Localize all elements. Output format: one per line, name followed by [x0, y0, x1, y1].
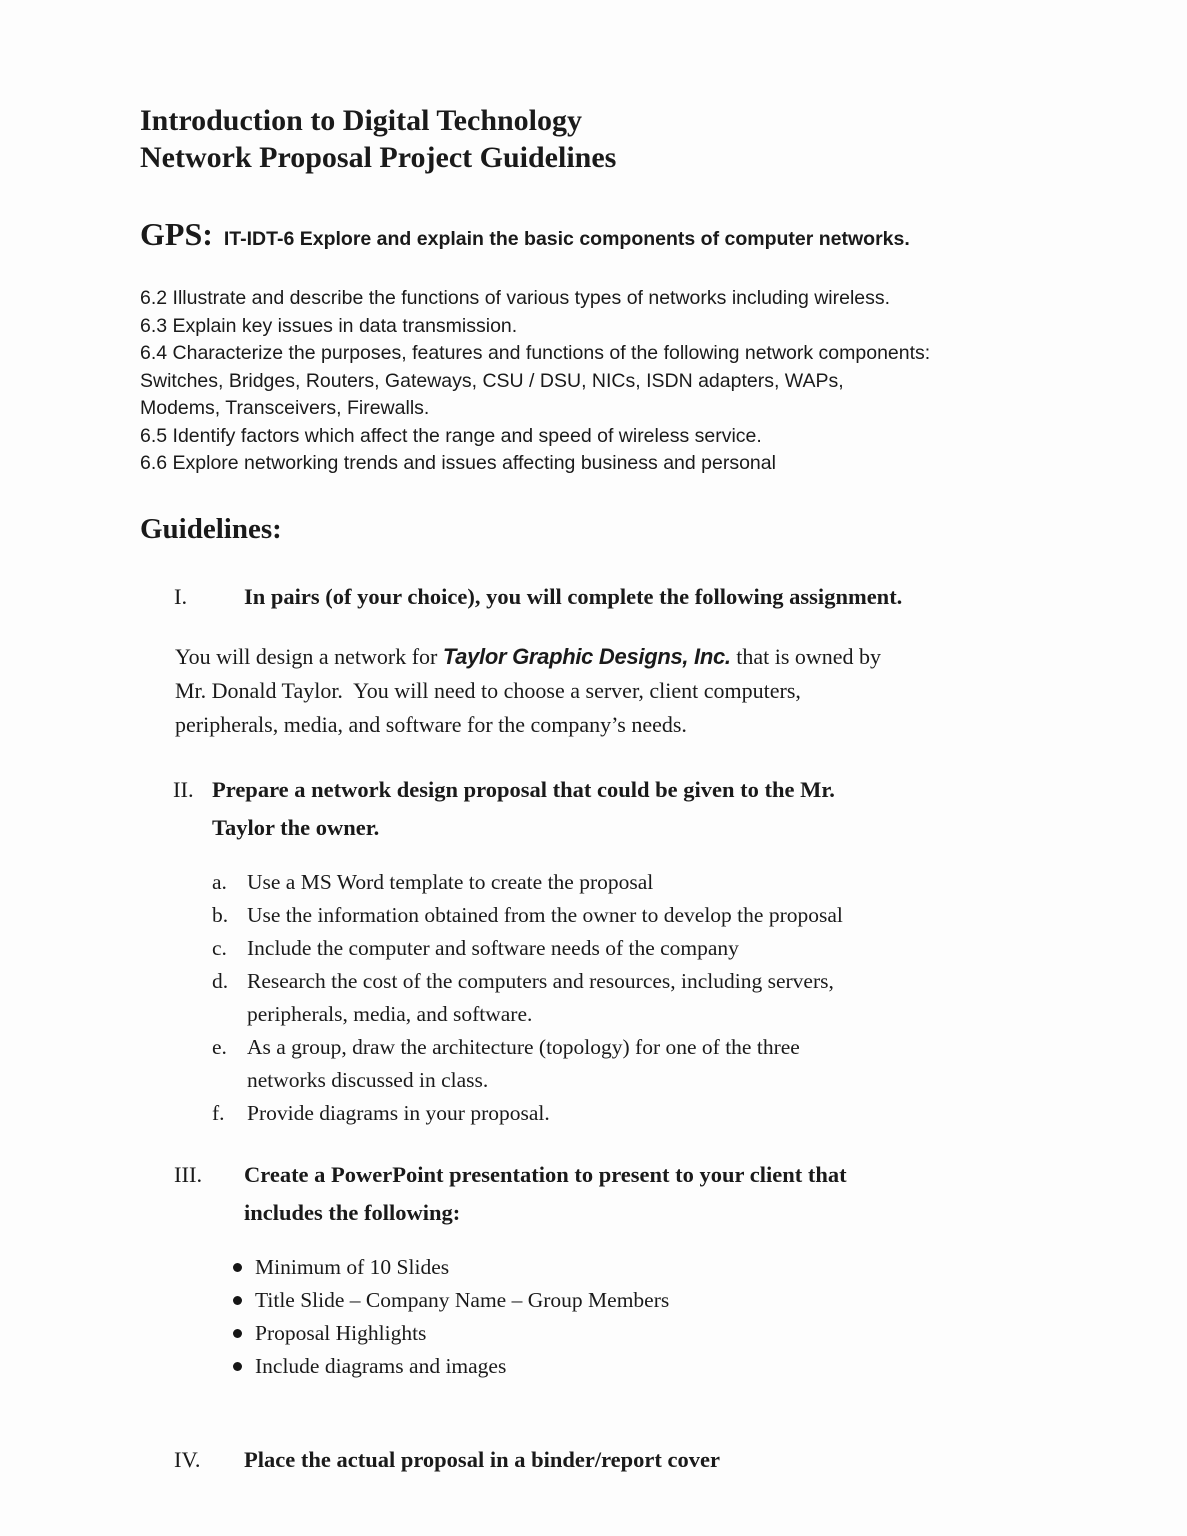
intro-line1-after: that is owned by [730, 643, 882, 669]
section-4-heading-line: Place the actual proposal in a binder/report cover [244, 1446, 720, 1472]
gps-label: GPS: [140, 216, 213, 252]
list-item-line: Use the information obtained from the owner to develop the proposal [247, 902, 843, 927]
company-name: Taylor Graphic Designs, Inc. [442, 643, 731, 669]
section-3-numeral: III. [174, 1161, 203, 1187]
list-item [212, 932, 1127, 965]
intro-paragraph-line3: peripherals, media, and software for the company’s needs. [175, 711, 687, 737]
section-2 [140, 771, 1127, 847]
list-item [212, 866, 1127, 899]
list-item-letter: e. [212, 1034, 227, 1059]
list-item-line: Research the cost of the computers and resources, including servers, [247, 968, 834, 993]
section-3-heading-line: includes the following: [244, 1199, 461, 1225]
list-item [212, 965, 1127, 1031]
bullet-item [233, 1251, 1127, 1284]
section-3-heading-line: Create a PowerPoint presentation to present to your client that [244, 1161, 847, 1187]
standard-line: 6.6 Explore networking trends and issues affecting business and personal [140, 452, 776, 474]
bullet-icon [233, 1263, 242, 1272]
list-item-text [247, 1031, 1127, 1097]
list-item-letter: f. [212, 1100, 225, 1125]
standard-line: 6.4 Characterize the purposes, features and functions of the following network components: [140, 342, 931, 364]
intro-paragraph [175, 640, 1127, 742]
section-1 [140, 578, 1127, 616]
bullet-text: Title Slide – Company Name – Group Members [255, 1287, 670, 1312]
list-item-text [247, 965, 1127, 1031]
section-2-heading-line: Taylor the owner. [212, 814, 380, 840]
bullet-icon [233, 1296, 242, 1305]
section-3-heading [244, 1156, 847, 1232]
intro-paragraph-line2: Mr. Donald Taylor. You will need to choose a server, client computers, [175, 677, 801, 703]
gps-standard-text: IT-IDT-6 Explore and explain the basic components of computer networks. [223, 228, 910, 250]
section-2-heading-line: Prepare a network design proposal that could be given to the Mr. [212, 776, 835, 802]
list-item-line: Include the computer and software needs of the company [247, 935, 739, 960]
list-item [212, 1097, 1127, 1130]
intro-paragraph-line1 [175, 640, 1127, 674]
bullet-text: Minimum of 10 Slides [255, 1254, 450, 1279]
section-1-heading [244, 578, 902, 616]
list-item [212, 899, 1127, 932]
guidelines-heading: Guidelines: [140, 512, 282, 545]
section-3-bullets [233, 1251, 1127, 1383]
list-item-letter: a. [212, 869, 227, 894]
standard-line: Modems, Transceivers, Firewalls. [140, 397, 430, 419]
list-item-text [247, 899, 1127, 932]
list-item-text [247, 932, 1127, 965]
document-title-line2: Network Proposal Project Guidelines [140, 141, 617, 174]
section-2-heading [212, 771, 835, 847]
bullet-text: Proposal Highlights [255, 1320, 427, 1345]
list-item-text [247, 1097, 1127, 1130]
standard-line: Switches, Bridges, Routers, Gateways, CSU / DSU, NICs, ISDN adapters, WAPs, [140, 369, 844, 392]
list-item-line: Provide diagrams in your proposal. [247, 1100, 550, 1125]
intro-line1-before: You will design a network for [175, 643, 443, 669]
document-title [140, 102, 1127, 176]
bullet-item [233, 1284, 1127, 1317]
section-4 [140, 1441, 1127, 1479]
list-item-line: peripherals, media, and software. [247, 1001, 533, 1026]
list-item [212, 1031, 1127, 1097]
standard-line: 6.5 Identify factors which affect the range and speed of wireless service. [140, 424, 762, 447]
standards-list [140, 285, 1127, 478]
section-2-items [212, 866, 1127, 1130]
bullet-icon [233, 1362, 242, 1371]
bullet-item [233, 1317, 1127, 1350]
list-item-letter: b. [212, 902, 229, 927]
section-1-numeral: I. [174, 583, 188, 609]
document-title-line1: Introduction to Digital Technology [140, 104, 583, 137]
section-1-heading-line: In pairs (of your choice), you will complete the following assignment. [244, 583, 903, 609]
section-4-heading [244, 1441, 720, 1479]
standard-line: 6.3 Explain key issues in data transmission. [140, 314, 518, 337]
list-item-line: Use a MS Word template to create the proposal [247, 869, 654, 894]
section-3 [140, 1156, 1127, 1232]
section-2-numeral: II. [173, 776, 194, 802]
list-item-line: As a group, draw the architecture (topology) for one of the three [247, 1034, 800, 1059]
standard-line: 6.2 Illustrate and describe the functions of various types of networks including wireless. [140, 287, 891, 309]
list-item-text [247, 866, 1127, 899]
gps-standard-line [140, 216, 1127, 259]
bullet-text: Include diagrams and images [255, 1353, 507, 1378]
section-4-numeral: IV. [174, 1446, 201, 1472]
bullet-icon [233, 1329, 242, 1338]
bullet-item [233, 1350, 1127, 1383]
list-item-letter: c. [212, 935, 227, 960]
list-item-letter: d. [212, 968, 229, 993]
list-item-line: networks discussed in class. [247, 1067, 489, 1092]
